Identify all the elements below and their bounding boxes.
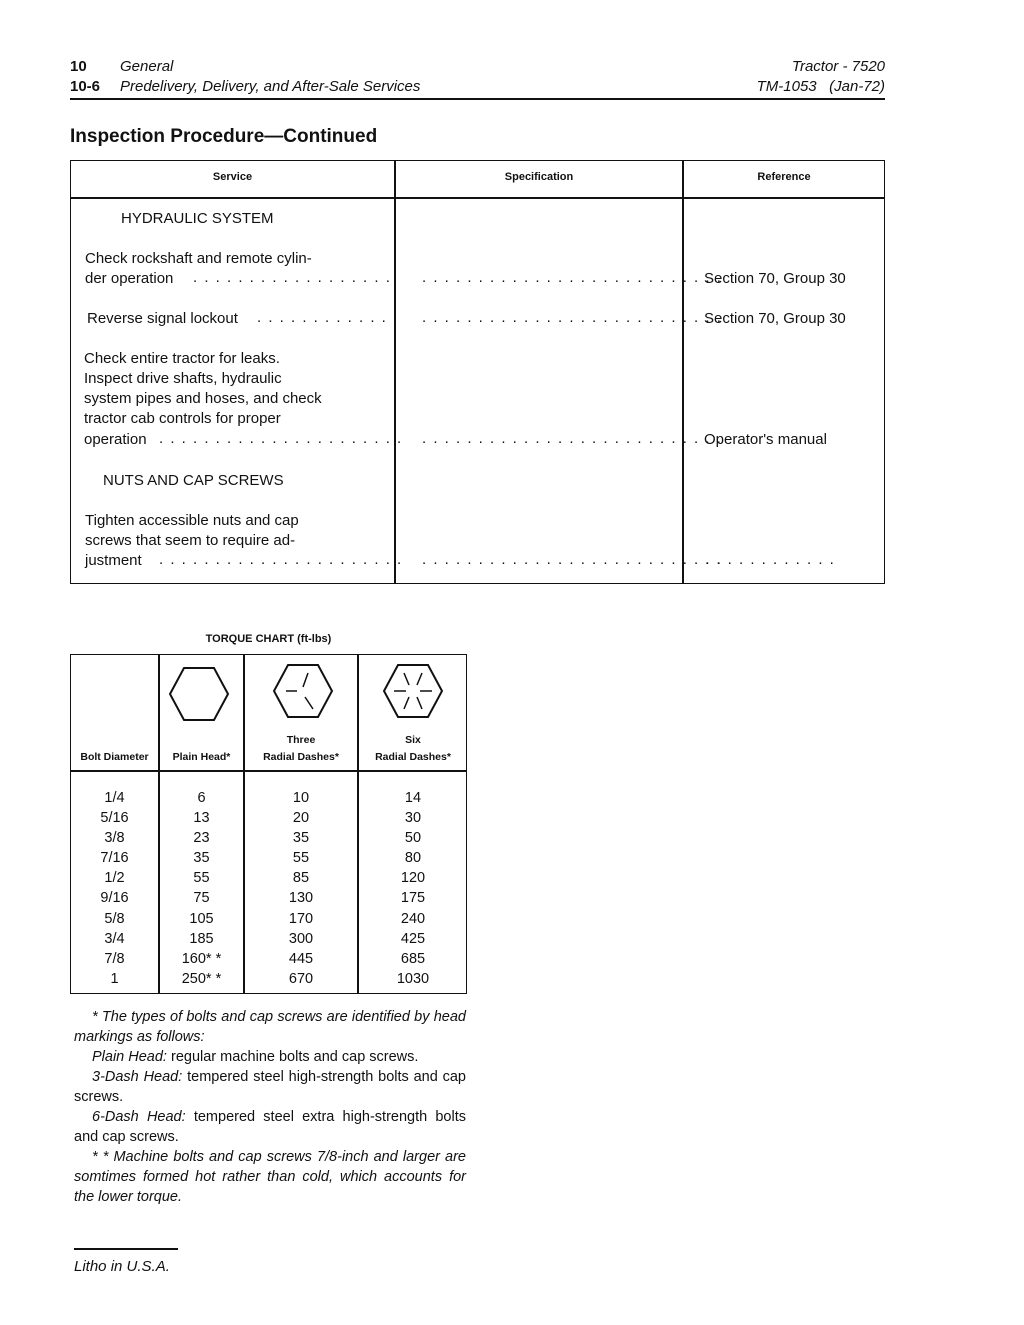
leader-dots: . . . . . . . . . . . . . . . . . . . . . . . . . . . — [422, 269, 723, 286]
leader-dots: . . . . . . . . . . . . — [705, 551, 836, 568]
note-head-markings: * The types of bolts and cap screws are identified by head markings as follows: — [74, 1009, 466, 1045]
reference-rockshaft: Section 70, Group 30 — [704, 270, 846, 287]
service-rockshaft-line1: Check rockshaft and remote cylin- — [85, 250, 312, 267]
leader-dots: . . . . . . . . . . . . . . . . . . . . . . . . . . . — [422, 430, 723, 447]
note-3-dash — [74, 1067, 466, 1107]
note-label: 6-Dash Head: — [92, 1109, 186, 1125]
header-rule — [71, 770, 466, 772]
column-divider — [682, 161, 684, 583]
reference-leaks: Operator's manual — [704, 431, 827, 448]
column-divider — [394, 161, 396, 583]
page-title: Inspection Procedure—Continued — [70, 126, 378, 147]
plain-head-column: 6 13 23 35 55 75 105 185 160* * 250* * — [181, 790, 222, 987]
manual-number: TM-1053 (Jan-72) — [756, 78, 885, 95]
note-text: regular machine bolts and cap screws. — [166, 1049, 419, 1065]
three-dash-column: 10 20 35 55 85 130 170 300 445 670 — [288, 790, 314, 987]
leader-dots: . . . . . . . . . . . . . . . . . . . . . . . . . . . — [422, 309, 723, 326]
service-leaks-line2: Inspect drive shafts, hydraulic — [84, 370, 282, 387]
subsection-title: Predelivery, Delivery, and After-Sale Services — [120, 78, 421, 95]
six-dash-header-line1: Six — [405, 734, 421, 746]
reference-column-header: Reference — [757, 171, 811, 183]
service-column-header: Service — [212, 171, 253, 183]
plain-hex-head-icon — [168, 666, 230, 722]
note-text: tempered steel high-strength bolts and cap screws. — [74, 1069, 466, 1105]
printer-footer: Litho in U.S.A. — [74, 1258, 170, 1275]
service-leaks-line5: operation — [84, 431, 147, 448]
group-heading-hydraulic: HYDRAULIC SYSTEM — [121, 210, 274, 227]
service-reverse-signal: Reverse signal lockout — [87, 310, 238, 327]
service-rockshaft-line2: der operation — [85, 270, 174, 287]
six-dash-column: 14 30 50 80 120 175 240 425 685 1030 — [396, 790, 430, 987]
leader-dots: . . . . . . . . . . . . . . . . . . . . . . . . . . . — [422, 551, 723, 568]
three-dash-header-line2: Radial Dashes* — [263, 751, 339, 763]
plain-head-header: Plain Head* — [172, 751, 231, 763]
service-leaks-line4: tractor cab controls for proper — [84, 410, 281, 427]
leader-dots: . . . . . . . . . . . . — [257, 309, 388, 326]
product-name: Tractor - 7520 — [791, 58, 885, 75]
leader-dots: . . . . . . . . . . . . . . . . . . . . . . — [159, 551, 403, 568]
footnotes — [74, 1007, 466, 1207]
bolt-diameter-column: 1/4 5/16 3/8 7/16 1/2 9/16 5/8 3/4 7/8 1 — [100, 790, 129, 987]
section-title: General — [120, 58, 174, 75]
note-6-dash — [74, 1107, 466, 1147]
header-rule — [70, 98, 885, 100]
inspection-table — [70, 160, 885, 584]
bolt-diameter-header: Bolt Diameter — [80, 751, 149, 763]
six-dash-hex-head-icon — [382, 663, 444, 719]
section-heading — [70, 57, 173, 77]
note-hot-formed: * * Machine bolts and cap screws 7/8-inch and larger are somtimes formed hot rather than cold, which accounts for the lower torque. — [74, 1149, 466, 1205]
service-nuts-line1: Tighten accessible nuts and cap — [85, 512, 299, 529]
leader-dots: . . . . . . . . . . . . . . . . . . . . . . — [159, 430, 403, 447]
note-label: Plain Head: — [92, 1049, 167, 1065]
section-number: 10 — [70, 58, 87, 75]
specification-column-header: Specification — [504, 171, 574, 183]
note-plain-head — [74, 1047, 466, 1067]
group-heading-nuts: NUTS AND CAP SCREWS — [103, 472, 284, 489]
torque-chart-table — [70, 654, 467, 994]
service-leaks-line1: Check entire tractor for leaks. — [84, 350, 280, 367]
torque-chart-title: TORQUE CHART (ft-lbs) — [205, 633, 332, 645]
header-rule — [71, 197, 884, 199]
reference-reverse-signal: Section 70, Group 30 — [704, 310, 846, 327]
three-dash-hex-head-icon — [272, 663, 334, 719]
note-text: tempered steel extra high-strength bolts and cap screws. — [74, 1109, 467, 1145]
service-nuts-line2: screws that seem to require ad- — [85, 532, 296, 549]
footer-rule — [74, 1248, 178, 1250]
subsection-number: 10-6 — [70, 78, 101, 95]
three-dash-header-line1: Three — [286, 734, 316, 746]
note-label: 3-Dash Head: — [92, 1069, 183, 1085]
six-dash-header-line2: Radial Dashes* — [375, 751, 451, 763]
service-leaks-line3: system pipes and hoses, and check — [84, 390, 322, 407]
service-nuts-line3: justment — [85, 552, 142, 569]
leader-dots: . . . . . . . . . . . . . . . . . . — [193, 269, 392, 286]
subsection-heading — [70, 77, 420, 97]
